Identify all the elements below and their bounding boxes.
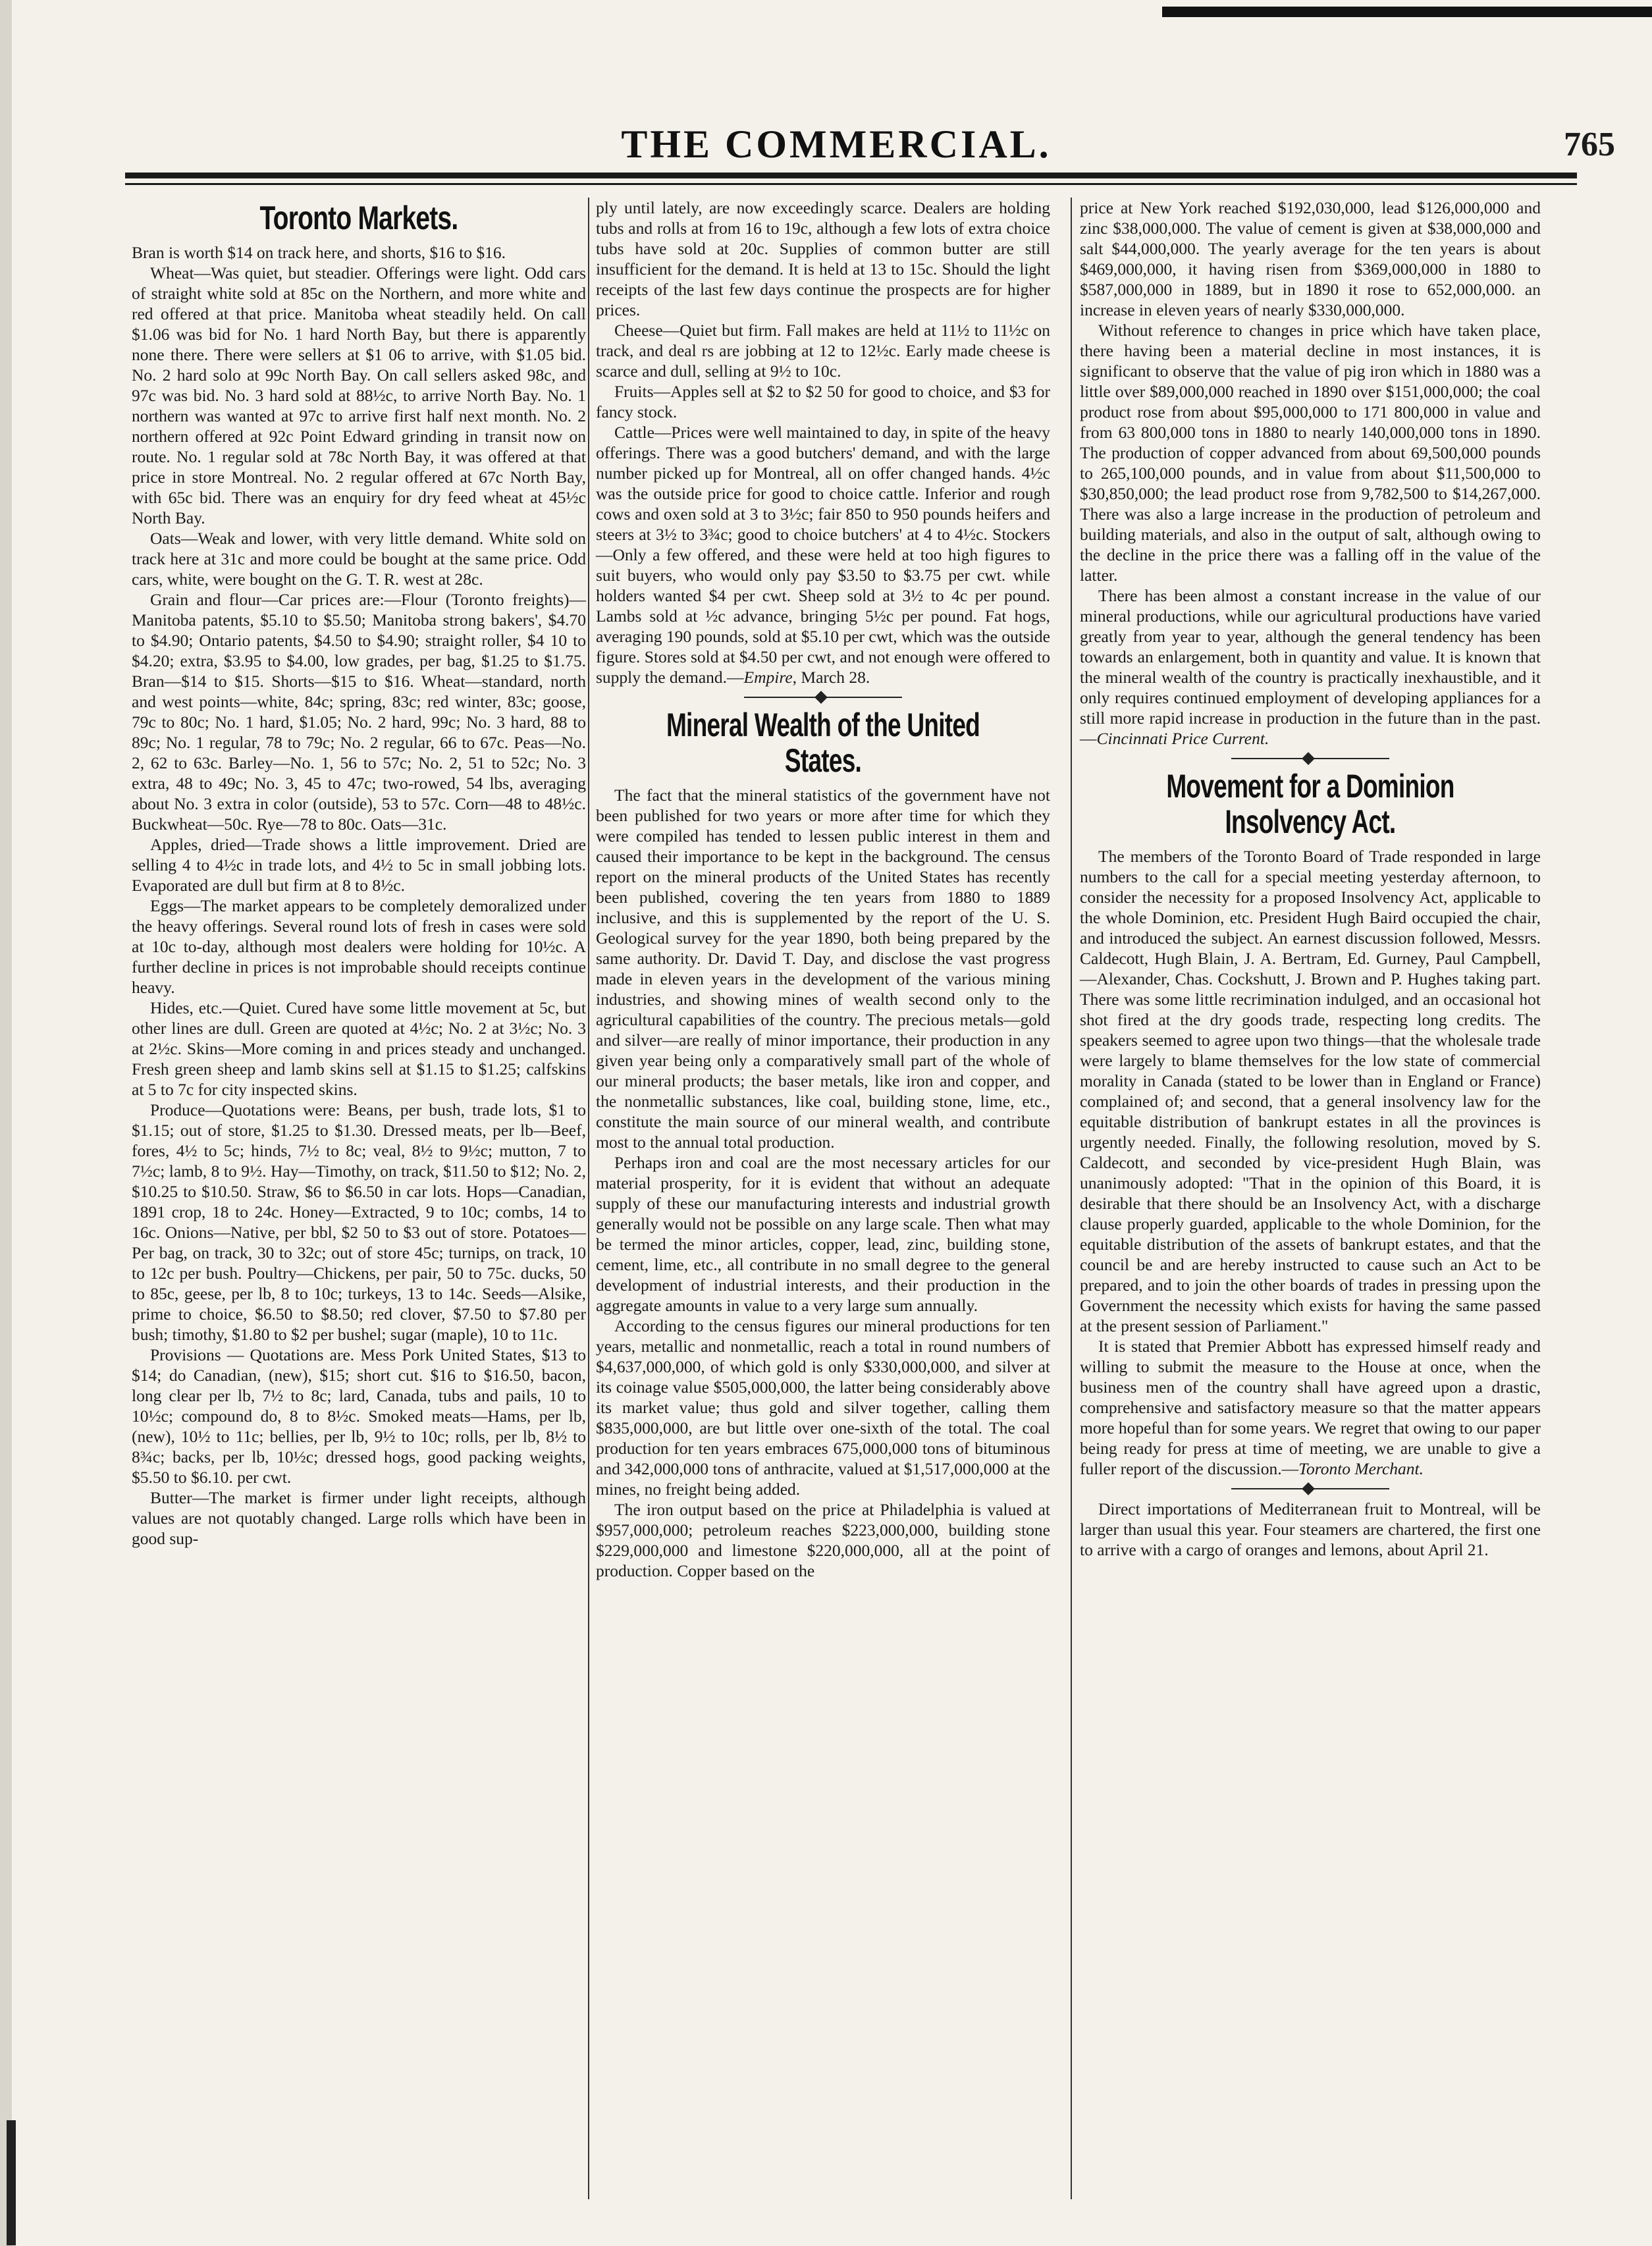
article-paragraph [1080,1336,1541,1479]
column-3 [1080,198,1541,1560]
source-date: , March 28. [792,668,870,687]
source-credit: Cincinnati Price Current. [1096,729,1269,748]
column-2 [596,198,1050,1581]
column-rule [588,198,589,2199]
article-paragraph: Provisions — Quotations are. Mess Pork United States, $13 to $14; do Canadian, (new), $15; short cut. $16 to $16.50, bacon, long clear per lb, 7½ to 8c; lard, Canada, tubs and pails, 10 to 10½c; compound do, 8 to 8½c. Smoked meats—Hams, per lb, (new), 10½ to 11c; bellies, per lb, 9½ to 10c; rolls, per lb, 8½ to 8¾c; backs, per lb, 10½c; dressed hogs, good packing weights, $5.50 to $6.10. per cwt. [132,1345,586,1487]
article-paragraph: The members of the Toronto Board of Trade responded in large numbers to the call for a special meeting yesterday afternoon, to consider the necessity for a proposed Insolvency Act, applicable to the whole Dominion, etc. President Hugh Baird occupied the chair, and introduced the subject. An earnest discussion followed, Messrs. Caldecott, Hugh Blain, J. A. Bertram, Ed. Gurney, Paul Campbell,—Alexander, Chas. Cockshutt, J. Brown and P. Hughes taking part. There was some little recrimination indulged, and an occasional hot shot fired at the dry goods trade, respecting long credits. The speakers seemed to agree upon two things—that the wholesale trade were largely to blame themselves for the low state of commercial morality in Canada (stated to be lower than in England or France) complained of; and second, that a general insolvency law for the equitable distribution of bankrupt estates in all the provinces is urgently needed. Finally, the following resolution, moved by S. Caldecott, and seconded by vice-president Hugh Blain, was unanimously adopted: "That in the opinion of this Board, it is desirable that there should be an Insolvency Act, with a discharge clause properly guarded, applicable to the whole Dominion, for the equitable distribution of the assets of bankrupt estates, and that the council be and are hereby instructed to cause such an Act to be prepared, and to join the other boards of trades in pressing upon the Government the necessity which exists for having the same passed at the present session of Parliament." [1080,847,1541,1335]
article-paragraph: Eggs—The market appears to be completely demoralized under the heavy offerings. Several round lots of fresh in cases were sold at 10c to-day, although most dealers were holding for 10½c. A further decline in prices is not improbable should receipts continue heavy. [132,896,586,997]
article-paragraph: Wheat—Was quiet, but steadier. Offerings were light. Odd cars of straight white sold at 85c on the Northern, and more white and red offered at that price. Manitoba wheat steadily held. On call $1.06 was bid for No. 1 hard North Bay, but there is apparently none there. There were sellers at $1 06 to arrive, with $1.05 bid. No. 2 hard solo at 99c North Bay. On call sellers asked 98c, and 97c was bid. No. 3 hard sold at 88½c, to arrive North Bay. No. 1 northern was wanted at 97c to arrive first half next month. No. 2 northern offered at 92c Point Edward grinding in transit now on route. No. 1 regular sold at 78c North Bay, it was offered at that price in store Montreal. No. 2 regular offered at 67c North Bay, with 65c bid. There was an enquiry for dry feed wheat at 45½c North Bay. [132,263,586,527]
section-divider [744,697,902,698]
article-paragraph: The iron output based on the price at Philadelphia is valued at $957,000,000; petroleum reaches $223,000,000, building stone $229,000,000 and limestone $220,000,000, all at the point of production. Copper based on the [596,1500,1050,1580]
column-rule [1071,198,1072,2199]
article-paragraph: price at New York reached $192,030,000, lead $126,000,000 and zinc $38,000,000. The value of cement is given at $38,000,000 and salt $44,000,000. The yearly average for the ten years is about $469,000,000, it having risen from $369,000,000 in 1880 to $587,000,000 in 1889, but in 1890 it rose to 652,000,000. an increase in eleven years of nearly $330,000,000. [1080,198,1541,319]
section-divider [1231,758,1389,759]
article-paragraph: Cheese—Quiet but firm. Fall makes are held at 11½ to 11½c on track, and deal rs are jobbing at 12 to 12½c. Early made cheese is scarce and dull, selling at 9½ to 10c. [596,321,1050,381]
article-paragraph: Bran is worth $14 on track here, and shorts, $16 to $16. [132,243,506,262]
column-1 [132,198,586,1549]
article-paragraph: ply until lately, are now exceedingly scarce. Dealers are holding tubs and rolls at from 16 to 19c, although a few lots of extra choice tubs have sold at 20c. Supplies of common butter are still insufficient for the demand. It is held at 13 to 15c. Should the light receipts of the last few days continue the prospects are for higher prices. [596,198,1050,319]
article-paragraph: Perhaps iron and coal are the most necessary articles for our material prosperity, for it is evident that without an adequate supply of these our manufacturing interests and industrial growth generally would not be possible on any large scale. Then what may be termed the minor articles, copper, lead, zinc, building stone, cement, lime, etc., all contribute in no small degree to the general development of industrial interests, and their production in the aggregate amounts in value to a very large sum annually. [596,1153,1050,1315]
article-paragraph: Hides, etc.—Quiet. Cured have some little movement at 5c, but other lines are dull. Green are quoted at 4½c; No. 2 at 3½c; No. 3 at 2½c. Skins—More coming in and prices steady and unchanged. Fresh green sheep and lamb skins sell at $1.15 to $1.25; calfskins at 5 to 7c for city inspected skins. [132,998,586,1099]
article-paragraph: The fact that the mineral statistics of the government have not been published for two years or more after time for which they were compiled has tended to lessen public interest in them and caused their importance to be kept in the background. The census report on the mineral products of the United States has recently been published, covering the ten years from 1880 to 1889 inclusive, and this is supplemented by the report of the U. S. Geological survey for the year 1890, both being prepared by the same authority. Dr. David T. Day, and disclose the vast progress made in eleven years in the development of the various mining industries, and showing mines of wealth second only to the agricultural capabilities of the country. The precious metals—gold and silver—are really of minor importance, their production in any given year being only a comparatively small part of the whole of our mineral products; the baser metals, like iron and copper, and the nonmetallic substances, like coal, building stone, lime, etc., constitute the main source of our mineral wealth, and contribute most to the annual total production. [596,786,1050,1152]
source-credit: Empire [743,668,793,687]
article-paragraph [596,422,1050,687]
article-paragraph: Fruits—Apples sell at $2 to $2 50 for good to choice, and $3 for fancy stock. [596,382,1050,421]
mineral-wealth-heading: Mineral Wealth of the United States. [666,707,980,779]
page-binding-edge [0,0,12,2246]
insolvency-heading: Movement for a Dominion Insolvency Act. [1166,768,1454,840]
toronto-markets-heading: Toronto Markets. [259,200,458,236]
article-paragraph [1080,585,1541,749]
section-divider [1231,1488,1389,1489]
top-edge-bar [1162,7,1652,17]
article-paragraph: Oats—Weak and lower, with very little demand. White sold on track here at 31c and more could be bought at the same price. Odd cars, white, were bought on the G. T. R. west at 28c. [132,529,586,589]
fruit-note: Direct importations of Mediterranean fruit to Montreal, will be larger than usual this year. Four steamers are chartered, the first one to arrive with a cargo of oranges and lemons, about April 21. [1080,1499,1541,1559]
article-paragraph: Butter—The market is firmer under light receipts, although values are not quotably changed. Large rolls which have been in good sup- [132,1488,586,1548]
masthead-rule-thin [125,183,1577,185]
article-paragraph: According to the census figures our mineral productions for ten years, metallic and nonmetallic, reach a total in round numbers of $4,637,000,000, of which gold is only $330,000,000, and silver at its coinage value $505,000,000, the latter being considerably above its market value; thus gold and silver together, calling them $835,000,000, are but little over one-sixth of the total. The coal production for ten years embraces 675,000,000 tons of bituminous and 342,000,000 tons of anthracite, valued at $1,517,000,000 at the mines, no freight being added. [596,1316,1050,1499]
masthead-rule-thick [125,173,1577,178]
article-paragraph: Apples, dried—Trade shows a little improvement. Dried are selling 4 to 4½c in trade lots, and 4½ to 5c in small jobbing lots. Evaporated are dull but firm at 8 to 8½c. [132,835,586,895]
article-text: There has been almost a constant increase in the value of our mineral productions, while our agricultural productions have varied greatly from year to year, although the general tendency has been towards an enlargement, both in quantity and value. It is known that the mineral wealth of the country is practically inexhaustible, and it only requires continued employment of developing appliances for a still more rapid increase in production in the future than in the past.— [1080,586,1541,748]
article-paragraph: Without reference to changes in price which have taken place, there having been a material decline in most instances, it is significant to observe that the value of pig iron which in 1880 was a little over $89,000,000 reached in 1890 over $151,000,000; the coal product rose from about $95,000,000 to 171 800,000 in value and from 63 800,000 tons in 1880 to nearly 140,000,000 tons in 1890. The production of copper advanced from about 69,500,000 pounds to 265,100,000 pounds, and in value from about $11,500,000 to $30,850,000; the lead product rose from 9,782,500 to $14,267,000. There was also a large increase in the production of petroleum and building materials, and also in the output of salt, although owing to the decline in the price there was a falling off in the value of the latter. [1080,321,1541,585]
page-number: 765 [1564,126,1615,163]
article-paragraph: Produce—Quotations were: Beans, per bush, trade lots, $1 to $1.15; out of store, $1.25 to $1.30. Dressed meats, per lb—Beef, fores, 4½ to 5c; hinds, 7½ to 8c; veal, 8½ to 9½c; mutton, 7 to 7½c; lamb, 8 to 9½. Hay—Timothy, on track, $11.50 to $12; No. 2, $10.25 to $10.50. Straw, $6 to $6.50 in car lots. Hops—Canadian, 1891 crop, 18 to 24c. Honey—Extracted, 9 to 10c; combs, 14 to 16c. Onions—Native, per bbl, $2 50 to $3 out of store. Potatoes—Per bag, on track, 30 to 32c; out of store 45c; turnips, on track, 10 to 12c per bush. Poultry—Chickens, per pair, 50 to 75c. ducks, 50 to 85c, geese, per lb, 8 to 10c; turkeys, 13 to 14c. Seeds—Alsike, prime to choice, $6.50 to $8.50; red clover, $7.50 to $7.80 per bush; timothy, $1.80 to $2 per bushel; sugar (maple), 10 to 11c. [132,1100,586,1344]
masthead-title: THE COMMERCIAL. [621,122,1052,166]
source-credit: Toronto Merchant. [1298,1459,1424,1478]
article-text: It is stated that Premier Abbott has expressed himself ready and willing to submit the measure to the House at once, when the business men of the country shall have agreed upon a drastic, comprehensive and satisfactory measure so that the matter appears more hopeful than for some years. We regret that owing to our paper being ready for press at time of meeting, we are unable to give a fuller report of the discussion.— [1080,1337,1541,1478]
article-text: Cattle—Prices were well maintained to day, in spite of the heavy offerings. There was a good butchers' demand, and with the large number picked up for Montreal, all on offer changed hands. 4½c was the outside price for good to choice cattle. Inferior and rough cows and oxen sold at 3 to 3½c; fair 850 to 950 pounds heifers and steers at 3½ to 3¾c; good to choice butchers' at 4 to 4½c. Stockers—Only a few offered, and these were held at too high figures to suit buyers, who would only pay $3.50 to $3.75 per cwt. while holders wanted $4 per cwt. Sheep sold at 3½ to 4c per pound. Lambs sold at ½c advance, bringing 5½c per pound. Fat hogs, averaging 190 pounds, sold at $5.10 per cwt, which was the outside figure. Stores sold at $4.50 per cwt, and not enough were offered to supply the demand.— [596,423,1050,687]
article-paragraph: Grain and flour—Car prices are:—Flour (Toronto freights)—Manitoba patents, $5.10 to $5.50; Manitoba strong bakers', $4.70 to $4.90; Ontario patents, $4.50 to $4.90; straight roller, $4 10 to $4.20; extra, $3.95 to $4.00, low grades, per bag, $1.25 to $1.75. Bran—$14 to $15. Shorts—$15 to $16. Wheat—standard, north and west points—white, 84c; spring, 83c; red winter, 83c; goose, 79c to 80c; No. 1 hard, $1.05; No. 2 hard, 99c; No. 3 hard, 88 to 89c; No. 1 regular, 78 to 79c; No. 2 regular, 66 to 67c. Peas—No. 2, 62 to 63c. Barley—No. 1, 56 to 57c; No. 2, 51 to 52c; No. 3 extra, 48 to 49c; No. 3, 45 to 47c; two-rowed, 54 lbs, averaging about No. 3 extra in color (outside), 53 to 57c. Corn—48 to 48½c. Buckwheat—50c. Rye—78 to 80c. Oats—31c. [132,590,586,834]
page-edge-mark [7,2120,16,2245]
